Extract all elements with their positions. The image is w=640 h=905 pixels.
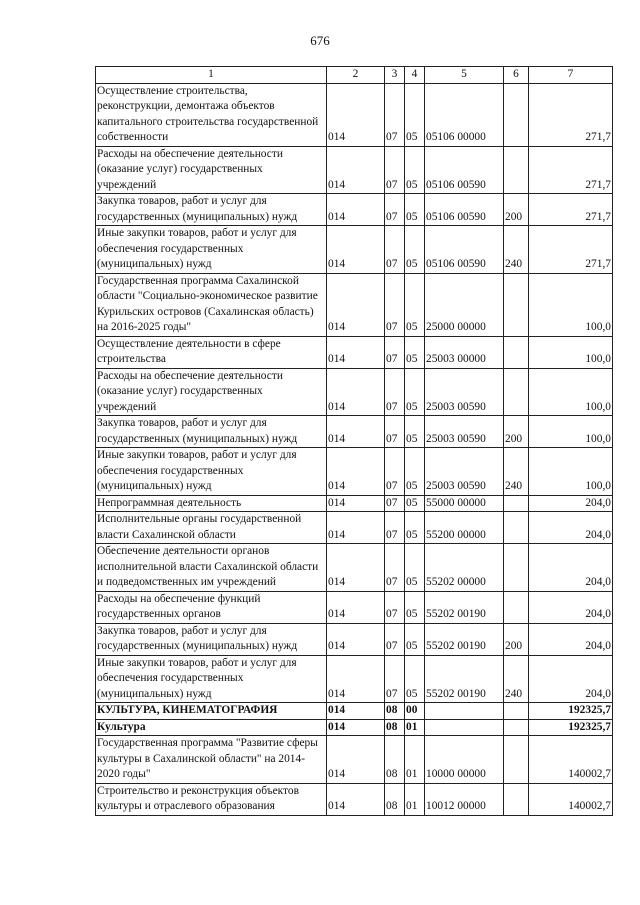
row-amount-cell: 271,7 bbox=[529, 194, 613, 226]
row-section-cell: 07 bbox=[385, 368, 405, 416]
table-row bbox=[96, 512, 613, 544]
table-row bbox=[96, 736, 613, 784]
row-amount-cell: 204,0 bbox=[529, 591, 613, 623]
row-subsection-cell: 05 bbox=[405, 194, 425, 226]
row-target-article-cell: 25003 00590 bbox=[425, 368, 504, 416]
row-target-article-cell: 10012 00000 bbox=[425, 783, 504, 815]
header-cell: 3 bbox=[385, 67, 405, 84]
row-expense-type-cell: 240 bbox=[504, 655, 529, 703]
row-admin-code-cell: 014 bbox=[327, 544, 385, 592]
row-section-cell: 07 bbox=[385, 273, 405, 336]
row-amount-cell: 100,0 bbox=[529, 448, 613, 496]
header-cell: 6 bbox=[504, 67, 529, 84]
row-target-article-cell: 25000 00000 bbox=[425, 273, 504, 336]
row-amount-cell: 192325,7 bbox=[529, 703, 613, 720]
row-section-cell: 07 bbox=[385, 194, 405, 226]
row-subsection-cell: 00 bbox=[405, 703, 425, 720]
header-cell: 4 bbox=[405, 67, 425, 84]
row-admin-code-cell: 014 bbox=[327, 83, 385, 146]
table-row bbox=[96, 448, 613, 496]
row-target-article-cell: 05106 00590 bbox=[425, 226, 504, 274]
header-cell: 7 bbox=[529, 67, 613, 84]
row-name-cell: Закупка товаров, работ и услуг для государственных (муниципальных) нужд bbox=[96, 416, 327, 448]
row-amount-cell: 204,0 bbox=[529, 623, 613, 655]
row-admin-code-cell: 014 bbox=[327, 719, 385, 736]
row-target-article-cell bbox=[425, 719, 504, 736]
table-row bbox=[96, 336, 613, 368]
row-admin-code-cell: 014 bbox=[327, 226, 385, 274]
row-expense-type-cell: 200 bbox=[504, 623, 529, 655]
row-subsection-cell: 05 bbox=[405, 368, 425, 416]
row-name-cell: Расходы на обеспечение деятельности (оказание услуг) государственных учреждений bbox=[96, 368, 327, 416]
row-subsection-cell: 01 bbox=[405, 783, 425, 815]
row-admin-code-cell: 014 bbox=[327, 512, 385, 544]
row-amount-cell: 100,0 bbox=[529, 273, 613, 336]
row-subsection-cell: 05 bbox=[405, 83, 425, 146]
row-expense-type-cell bbox=[504, 336, 529, 368]
row-target-article-cell: 25003 00590 bbox=[425, 448, 504, 496]
row-subsection-cell: 05 bbox=[405, 416, 425, 448]
row-expense-type-cell bbox=[504, 544, 529, 592]
row-target-article-cell: 05106 00590 bbox=[425, 146, 504, 194]
row-target-article-cell: 55202 00190 bbox=[425, 623, 504, 655]
row-name-cell: Культура bbox=[96, 719, 327, 736]
row-target-article-cell: 05106 00000 bbox=[425, 83, 504, 146]
row-amount-cell: 140002,7 bbox=[529, 736, 613, 784]
row-admin-code-cell: 014 bbox=[327, 368, 385, 416]
table-row bbox=[96, 719, 613, 736]
row-amount-cell: 204,0 bbox=[529, 512, 613, 544]
row-section-cell: 07 bbox=[385, 226, 405, 274]
row-target-article-cell: 25003 00000 bbox=[425, 336, 504, 368]
row-admin-code-cell: 014 bbox=[327, 495, 385, 512]
row-subsection-cell: 05 bbox=[405, 495, 425, 512]
row-amount-cell: 100,0 bbox=[529, 368, 613, 416]
row-target-article-cell: 55202 00190 bbox=[425, 591, 504, 623]
row-section-cell: 07 bbox=[385, 83, 405, 146]
row-section-cell: 08 bbox=[385, 703, 405, 720]
row-target-article-cell: 55202 00000 bbox=[425, 544, 504, 592]
row-amount-cell: 204,0 bbox=[529, 495, 613, 512]
row-expense-type-cell bbox=[504, 703, 529, 720]
table-row bbox=[96, 495, 613, 512]
row-subsection-cell: 01 bbox=[405, 736, 425, 784]
row-expense-type-cell bbox=[504, 273, 529, 336]
row-expense-type-cell bbox=[504, 591, 529, 623]
row-name-cell: Расходы на обеспечение деятельности (оказание услуг) государственных учреждений bbox=[96, 146, 327, 194]
row-section-cell: 07 bbox=[385, 655, 405, 703]
table-row bbox=[96, 591, 613, 623]
row-target-article-cell: 55000 00000 bbox=[425, 495, 504, 512]
row-subsection-cell: 05 bbox=[405, 226, 425, 274]
table-row bbox=[96, 226, 613, 274]
row-subsection-cell: 05 bbox=[405, 273, 425, 336]
row-amount-cell: 100,0 bbox=[529, 336, 613, 368]
page-number: 676 bbox=[310, 33, 330, 48]
row-name-cell: КУЛЬТУРА, КИНЕМАТОГРАФИЯ bbox=[96, 703, 327, 720]
row-expense-type-cell bbox=[504, 719, 529, 736]
row-subsection-cell: 05 bbox=[405, 544, 425, 592]
row-target-article-cell: 10000 00000 bbox=[425, 736, 504, 784]
table-row bbox=[96, 146, 613, 194]
row-admin-code-cell: 014 bbox=[327, 623, 385, 655]
row-subsection-cell: 05 bbox=[405, 336, 425, 368]
row-expense-type-cell: 200 bbox=[504, 194, 529, 226]
row-expense-type-cell bbox=[504, 783, 529, 815]
row-admin-code-cell: 014 bbox=[327, 783, 385, 815]
row-admin-code-cell: 014 bbox=[327, 336, 385, 368]
row-name-cell: Закупка товаров, работ и услуг для государственных (муниципальных) нужд bbox=[96, 194, 327, 226]
row-subsection-cell: 05 bbox=[405, 623, 425, 655]
row-target-article-cell: 55202 00190 bbox=[425, 655, 504, 703]
row-amount-cell: 100,0 bbox=[529, 416, 613, 448]
row-name-cell: Осуществление деятельности в сфере строительства bbox=[96, 336, 327, 368]
row-admin-code-cell: 014 bbox=[327, 655, 385, 703]
row-amount-cell: 271,7 bbox=[529, 146, 613, 194]
row-expense-type-cell bbox=[504, 736, 529, 784]
row-section-cell: 07 bbox=[385, 591, 405, 623]
row-amount-cell: 192325,7 bbox=[529, 719, 613, 736]
row-section-cell: 07 bbox=[385, 623, 405, 655]
row-expense-type-cell: 240 bbox=[504, 226, 529, 274]
row-admin-code-cell: 014 bbox=[327, 448, 385, 496]
header-cell: 2 bbox=[327, 67, 385, 84]
row-name-cell: Закупка товаров, работ и услуг для государственных (муниципальных) нужд bbox=[96, 623, 327, 655]
header-cell: 5 bbox=[425, 67, 504, 84]
row-expense-type-cell bbox=[504, 368, 529, 416]
row-admin-code-cell: 014 bbox=[327, 591, 385, 623]
row-subsection-cell: 05 bbox=[405, 512, 425, 544]
row-expense-type-cell: 200 bbox=[504, 416, 529, 448]
table-row bbox=[96, 783, 613, 815]
row-target-article-cell: 05106 00590 bbox=[425, 194, 504, 226]
row-section-cell: 07 bbox=[385, 146, 405, 194]
row-subsection-cell: 05 bbox=[405, 655, 425, 703]
budget-table bbox=[95, 66, 613, 816]
row-name-cell: Обеспечение деятельности органов исполнительной власти Сахалинской области и подведомственных им учреждений bbox=[96, 544, 327, 592]
row-section-cell: 08 bbox=[385, 736, 405, 784]
row-section-cell: 07 bbox=[385, 336, 405, 368]
row-section-cell: 07 bbox=[385, 512, 405, 544]
row-admin-code-cell: 014 bbox=[327, 146, 385, 194]
table-row bbox=[96, 83, 613, 146]
row-amount-cell: 271,7 bbox=[529, 226, 613, 274]
row-target-article-cell: 25003 00590 bbox=[425, 416, 504, 448]
row-expense-type-cell bbox=[504, 146, 529, 194]
table-row bbox=[96, 368, 613, 416]
row-amount-cell: 140002,7 bbox=[529, 783, 613, 815]
row-subsection-cell: 05 bbox=[405, 146, 425, 194]
table-row bbox=[96, 194, 613, 226]
row-target-article-cell: 55200 00000 bbox=[425, 512, 504, 544]
row-amount-cell: 204,0 bbox=[529, 544, 613, 592]
row-name-cell: Осуществление строительства, реконструкции, демонтажа объектов капитального строительства государственной собственности bbox=[96, 83, 327, 146]
row-amount-cell: 204,0 bbox=[529, 655, 613, 703]
row-section-cell: 07 bbox=[385, 495, 405, 512]
table-row bbox=[96, 416, 613, 448]
column-number-header bbox=[96, 67, 613, 84]
row-name-cell: Расходы на обеспечение функций государственных органов bbox=[96, 591, 327, 623]
row-section-cell: 07 bbox=[385, 544, 405, 592]
table-row bbox=[96, 655, 613, 703]
table-row bbox=[96, 703, 613, 720]
row-subsection-cell: 05 bbox=[405, 591, 425, 623]
row-expense-type-cell bbox=[504, 83, 529, 146]
row-name-cell: Государственная программа "Развитие сферы культуры в Сахалинской области" на 2014-2020 годы" bbox=[96, 736, 327, 784]
row-admin-code-cell: 014 bbox=[327, 416, 385, 448]
row-section-cell: 07 bbox=[385, 416, 405, 448]
row-section-cell: 07 bbox=[385, 448, 405, 496]
row-target-article-cell bbox=[425, 703, 504, 720]
row-name-cell: Строительство и реконструкция объектов культуры и отраслевого образования bbox=[96, 783, 327, 815]
row-admin-code-cell: 014 bbox=[327, 703, 385, 720]
row-section-cell: 08 bbox=[385, 719, 405, 736]
table-row bbox=[96, 544, 613, 592]
row-name-cell: Непрограммная деятельность bbox=[96, 495, 327, 512]
row-name-cell: Государственная программа Сахалинской области "Социально-экономическое развитие Курильских островов (Сахалинская область) на 2016-2025 годы" bbox=[96, 273, 327, 336]
row-section-cell: 08 bbox=[385, 783, 405, 815]
row-admin-code-cell: 014 bbox=[327, 736, 385, 784]
row-name-cell: Иные закупки товаров, работ и услуг для обеспечения государственных (муниципальных) нужд bbox=[96, 655, 327, 703]
header-cell: 1 bbox=[96, 67, 327, 84]
table-row bbox=[96, 273, 613, 336]
row-subsection-cell: 01 bbox=[405, 719, 425, 736]
row-amount-cell: 271,7 bbox=[529, 83, 613, 146]
row-expense-type-cell bbox=[504, 512, 529, 544]
row-name-cell: Исполнительные органы государственной власти Сахалинской области bbox=[96, 512, 327, 544]
row-name-cell: Иные закупки товаров, работ и услуг для обеспечения государственных (муниципальных) нужд bbox=[96, 448, 327, 496]
row-name-cell: Иные закупки товаров, работ и услуг для обеспечения государственных (муниципальных) нужд bbox=[96, 226, 327, 274]
row-expense-type-cell: 240 bbox=[504, 448, 529, 496]
table-row bbox=[96, 623, 613, 655]
row-admin-code-cell: 014 bbox=[327, 194, 385, 226]
row-expense-type-cell bbox=[504, 495, 529, 512]
row-admin-code-cell: 014 bbox=[327, 273, 385, 336]
row-subsection-cell: 05 bbox=[405, 448, 425, 496]
